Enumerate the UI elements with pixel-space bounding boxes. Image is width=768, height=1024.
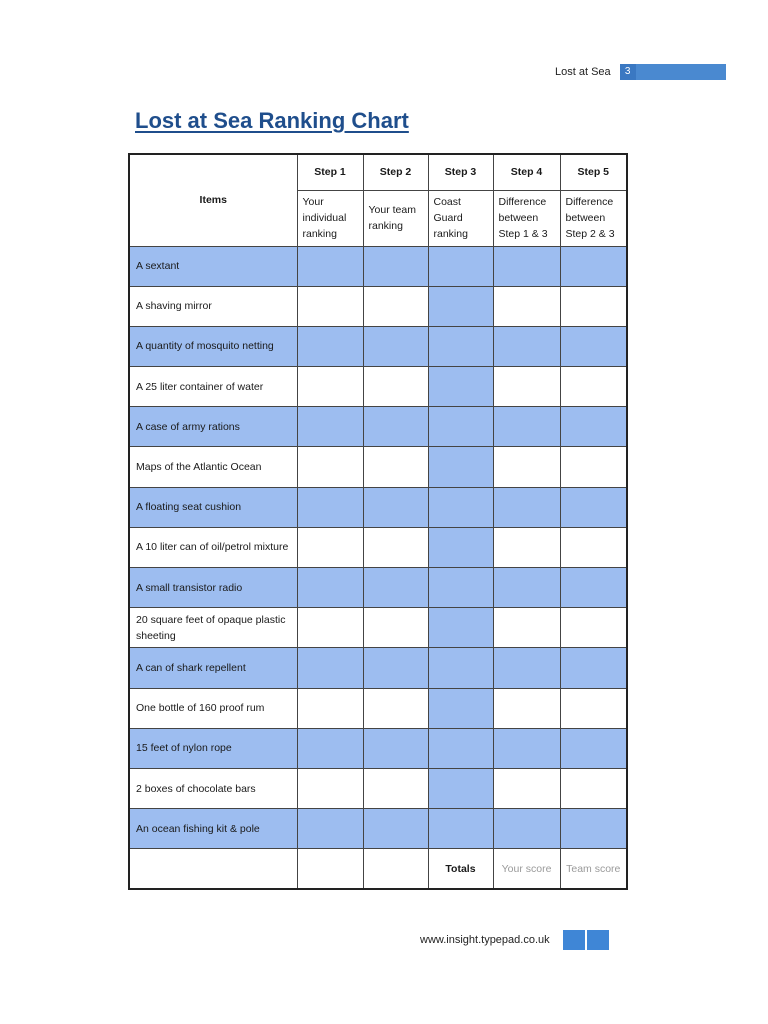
step-5-cell[interactable] [560, 768, 627, 808]
footer-decoration [563, 930, 585, 950]
step-2-cell[interactable] [363, 688, 428, 728]
step-2-cell[interactable] [363, 768, 428, 808]
page-footer [420, 930, 611, 950]
step-1-cell[interactable] [297, 407, 363, 447]
step-3-cell[interactable] [428, 246, 493, 286]
step-1-cell[interactable] [297, 286, 363, 326]
table-row [129, 568, 627, 608]
step-3-cell[interactable] [428, 286, 493, 326]
item-name: A sextant [129, 246, 297, 286]
step-3-cell[interactable] [428, 447, 493, 487]
step-4-cell[interactable] [493, 407, 560, 447]
step-1-cell[interactable] [297, 367, 363, 407]
step-3-cell[interactable] [428, 367, 493, 407]
item-name: A shaving mirror [129, 286, 297, 326]
table-row [129, 367, 627, 407]
step-4-cell[interactable] [493, 608, 560, 648]
step-5-cell[interactable] [560, 487, 627, 527]
step-3-cell[interactable] [428, 809, 493, 849]
step-5-cell[interactable] [560, 648, 627, 688]
your-score-cell: Your score [493, 849, 560, 889]
page-number: 3 [620, 64, 636, 80]
step-4-cell[interactable] [493, 688, 560, 728]
step-3-cell[interactable] [428, 648, 493, 688]
step-5-cell[interactable] [560, 407, 627, 447]
step-3-cell[interactable] [428, 326, 493, 366]
step-5-cell[interactable] [560, 688, 627, 728]
item-name: Maps of the Atlantic Ocean [129, 447, 297, 487]
footer-url: www.insight.typepad.co.uk [420, 934, 550, 946]
step-2-description: Your team ranking [363, 190, 428, 246]
step-2-cell[interactable] [363, 447, 428, 487]
step-2-cell[interactable] [363, 246, 428, 286]
step-1-cell[interactable] [297, 809, 363, 849]
step-1-cell[interactable] [297, 487, 363, 527]
step-1-cell[interactable] [297, 648, 363, 688]
step-2-cell[interactable] [363, 568, 428, 608]
step-2-cell[interactable] [363, 608, 428, 648]
step-4-cell[interactable] [493, 246, 560, 286]
totals-step-2-cell [363, 849, 428, 889]
item-name: A 25 liter container of water [129, 367, 297, 407]
header-title: Lost at Sea [555, 66, 611, 78]
step-1-cell[interactable] [297, 527, 363, 567]
step-3-cell[interactable] [428, 407, 493, 447]
step-4-cell[interactable] [493, 286, 560, 326]
step-4-header: Step 4 [493, 154, 560, 190]
step-4-cell[interactable] [493, 527, 560, 567]
step-5-cell[interactable] [560, 246, 627, 286]
step-4-cell[interactable] [493, 568, 560, 608]
step-5-cell[interactable] [560, 728, 627, 768]
step-5-cell[interactable] [560, 809, 627, 849]
step-5-cell[interactable] [560, 447, 627, 487]
step-2-cell[interactable] [363, 286, 428, 326]
totals-step-1-cell [297, 849, 363, 889]
table-row [129, 447, 627, 487]
step-5-cell[interactable] [560, 326, 627, 366]
table-row [129, 728, 627, 768]
item-name: A quantity of mosquito netting [129, 326, 297, 366]
step-2-cell[interactable] [363, 527, 428, 567]
step-3-cell[interactable] [428, 568, 493, 608]
item-name: An ocean fishing kit & pole [129, 809, 297, 849]
items-column-header: Items [129, 154, 297, 246]
step-2-cell[interactable] [363, 407, 428, 447]
step-2-cell[interactable] [363, 809, 428, 849]
table-row [129, 487, 627, 527]
item-name: 20 square feet of opaque plastic sheeting [129, 608, 297, 648]
step-3-cell[interactable] [428, 688, 493, 728]
step-3-cell[interactable] [428, 768, 493, 808]
step-1-description: Your individual ranking [297, 190, 363, 246]
item-name: 15 feet of nylon rope [129, 728, 297, 768]
step-1-header: Step 1 [297, 154, 363, 190]
step-3-cell[interactable] [428, 728, 493, 768]
step-2-cell[interactable] [363, 728, 428, 768]
item-name: A can of shark repellent [129, 648, 297, 688]
step-2-header: Step 2 [363, 154, 428, 190]
step-3-header: Step 3 [428, 154, 493, 190]
item-name: One bottle of 160 proof rum [129, 688, 297, 728]
table-row [129, 407, 627, 447]
step-5-header: Step 5 [560, 154, 627, 190]
step-5-description: Difference between Step 2 & 3 [560, 190, 627, 246]
step-4-cell[interactable] [493, 487, 560, 527]
step-1-cell[interactable] [297, 447, 363, 487]
step-2-cell[interactable] [363, 648, 428, 688]
totals-label: Totals [428, 849, 493, 889]
step-5-cell[interactable] [560, 527, 627, 567]
step-1-cell[interactable] [297, 608, 363, 648]
step-1-cell[interactable] [297, 246, 363, 286]
totals-row [129, 849, 627, 889]
table-row [129, 648, 627, 688]
step-2-cell[interactable] [363, 326, 428, 366]
step-4-cell[interactable] [493, 326, 560, 366]
table-row [129, 688, 627, 728]
step-1-cell[interactable] [297, 568, 363, 608]
page-header [555, 64, 726, 80]
table-row [129, 527, 627, 567]
step-3-cell[interactable] [428, 487, 493, 527]
step-4-cell[interactable] [493, 768, 560, 808]
page-title: Lost at Sea Ranking Chart [135, 108, 409, 133]
step-4-cell[interactable] [493, 648, 560, 688]
step-1-cell[interactable] [297, 688, 363, 728]
step-5-cell[interactable] [560, 367, 627, 407]
item-name: A 10 liter can of oil/petrol mixture [129, 527, 297, 567]
header-bar [620, 64, 726, 80]
item-name: A floating seat cushion [129, 487, 297, 527]
step-1-cell[interactable] [297, 728, 363, 768]
step-3-description: Coast Guard ranking [428, 190, 493, 246]
step-2-cell[interactable] [363, 487, 428, 527]
totals-empty-cell [129, 849, 297, 889]
table-row [129, 326, 627, 366]
step-4-description: Difference between Step 1 & 3 [493, 190, 560, 246]
step-5-cell[interactable] [560, 286, 627, 326]
table-row [129, 608, 627, 648]
step-4-cell[interactable] [493, 367, 560, 407]
table-header-row [129, 154, 627, 190]
table-row [129, 286, 627, 326]
table-row [129, 809, 627, 849]
step-4-cell[interactable] [493, 447, 560, 487]
step-4-cell[interactable] [493, 728, 560, 768]
step-5-cell[interactable] [560, 568, 627, 608]
ranking-table [128, 153, 628, 890]
step-2-cell[interactable] [363, 367, 428, 407]
table-row [129, 246, 627, 286]
team-score-cell: Team score [560, 849, 627, 889]
item-name: A small transistor radio [129, 568, 297, 608]
table-row [129, 768, 627, 808]
footer-decoration [587, 930, 609, 950]
step-4-cell[interactable] [493, 809, 560, 849]
item-name: 2 boxes of chocolate bars [129, 768, 297, 808]
step-3-cell[interactable] [428, 527, 493, 567]
step-1-cell[interactable] [297, 326, 363, 366]
item-name: A case of army rations [129, 407, 297, 447]
step-3-cell[interactable] [428, 608, 493, 648]
step-5-cell[interactable] [560, 608, 627, 648]
step-1-cell[interactable] [297, 768, 363, 808]
